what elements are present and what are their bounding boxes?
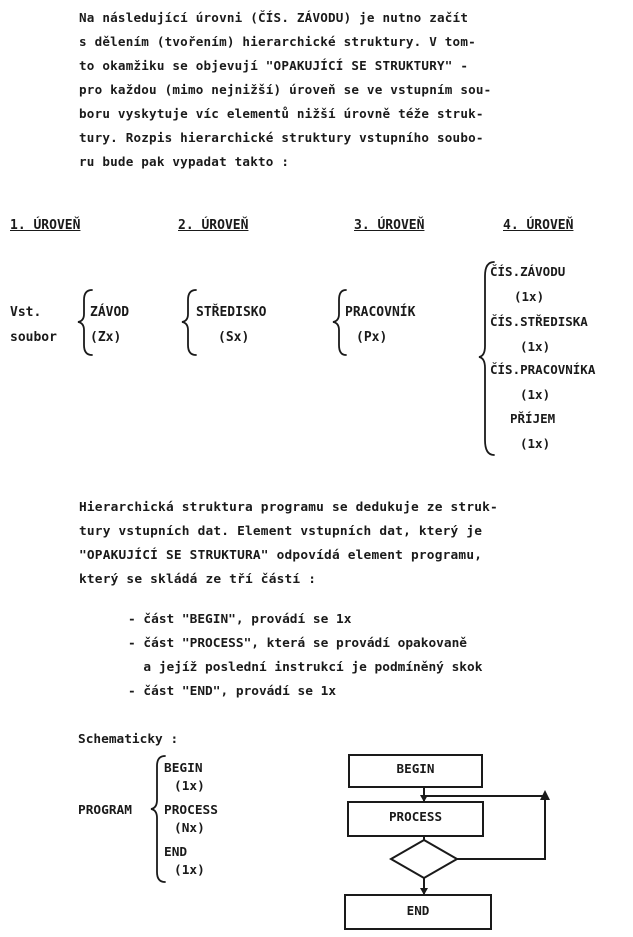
brace-level3: [182, 290, 196, 355]
level4-count: (Px): [356, 330, 388, 345]
level-header-2: 2. ÚROVEŇ: [178, 218, 249, 233]
flow-begin-label: BEGIN: [396, 761, 435, 776]
flow-arrowhead-decision-end: [420, 888, 428, 895]
level5-count-1: (1x): [514, 289, 545, 304]
bullet-process: - část "PROCESS", která se provádí opakovaně: [128, 636, 467, 651]
level5-item-1: ČÍS.ZÁVODU: [490, 264, 566, 279]
level-header-3: 3. ÚROVEŇ: [354, 218, 425, 233]
bullet-begin: - část "BEGIN", provádí se 1x: [128, 612, 352, 627]
brace-level2: [78, 290, 92, 355]
flow-process-label: PROCESS: [388, 809, 443, 824]
level5-item-3: ČÍS.PRACOVNÍKA: [490, 362, 596, 377]
program-label: PROGRAM: [78, 803, 132, 818]
level5-item-4: PŘÍJEM: [510, 411, 556, 426]
schematic-begin: BEGIN: [164, 761, 203, 776]
schematic-end-count: (1x): [174, 863, 205, 878]
bullet-process-cont: a jejíž poslední instrukcí je podmíněný skok: [128, 660, 483, 675]
schematic-label: Schematicky :: [78, 732, 179, 747]
intro-line-7: ru bude pak vypadat takto :: [79, 154, 290, 169]
level5-count-2: (1x): [520, 339, 551, 354]
schematic-process-count: (Nx): [174, 821, 205, 836]
input-file-label-1: Vst.: [10, 305, 42, 320]
intro-line-1: Na následující úrovni (ČÍS. ZÁVODU) je nutno začít: [79, 10, 469, 25]
bullet-end: - část "END", provádí se 1x: [128, 684, 337, 699]
level5-item-2: ČÍS.STŘEDISKA: [490, 314, 588, 329]
flow-decision-diamond: [391, 840, 457, 878]
level4-item: PRACOVNÍK: [345, 305, 416, 320]
brace-level5: [479, 262, 494, 455]
input-file-label-2: soubor: [10, 330, 57, 345]
intro-line-3: to okamžiku se objevují "OPAKUJÍCÍ SE STRUKTURY" -: [79, 58, 469, 73]
level5-count-3: (1x): [520, 387, 551, 402]
flow-end-label: END: [406, 903, 430, 918]
paragraph2-line-3: "OPAKUJÍCÍ SE STRUKTURA" odpovídá element programu,: [79, 548, 483, 563]
intro-line-5: boru vyskytuje víc elementů nižší úrovně téže struk-: [79, 106, 484, 121]
level2-count: (Zx): [90, 330, 122, 345]
level2-item: ZÁVOD: [90, 305, 130, 320]
brace-level4: [333, 290, 346, 355]
level3-count: (Sx): [218, 330, 250, 345]
paragraph2-line-4: který se skládá ze tří částí :: [79, 572, 317, 587]
schematic-end: END: [164, 845, 188, 860]
schematic-process: PROCESS: [164, 803, 218, 818]
level-header-4: 4. ÚROVEŇ: [503, 218, 574, 233]
level5-count-4: (1x): [520, 436, 551, 451]
paragraph2-line-1: Hierarchická struktura programu se dedukuje ze struk-: [79, 500, 498, 515]
intro-line-6: tury. Rozpis hierarchické struktury vstupního soubo-: [79, 130, 484, 145]
level3-item: STŘEDISKO: [196, 305, 267, 320]
brace-schematic: [151, 756, 165, 882]
schematic-begin-count: (1x): [174, 779, 205, 794]
intro-line-2: s dělením (tvořením) hierarchické struktury. V tom-: [79, 34, 476, 49]
paragraph2-line-2: tury vstupních dat. Element vstupních dat, který je: [79, 524, 483, 539]
level-header-1: 1. ÚROVEŇ: [10, 218, 81, 233]
intro-line-4: pro každou (mimo nejnižší) úroveň se ve vstupním sou-: [79, 82, 492, 97]
flow-arrowhead-begin-process: [420, 795, 428, 802]
